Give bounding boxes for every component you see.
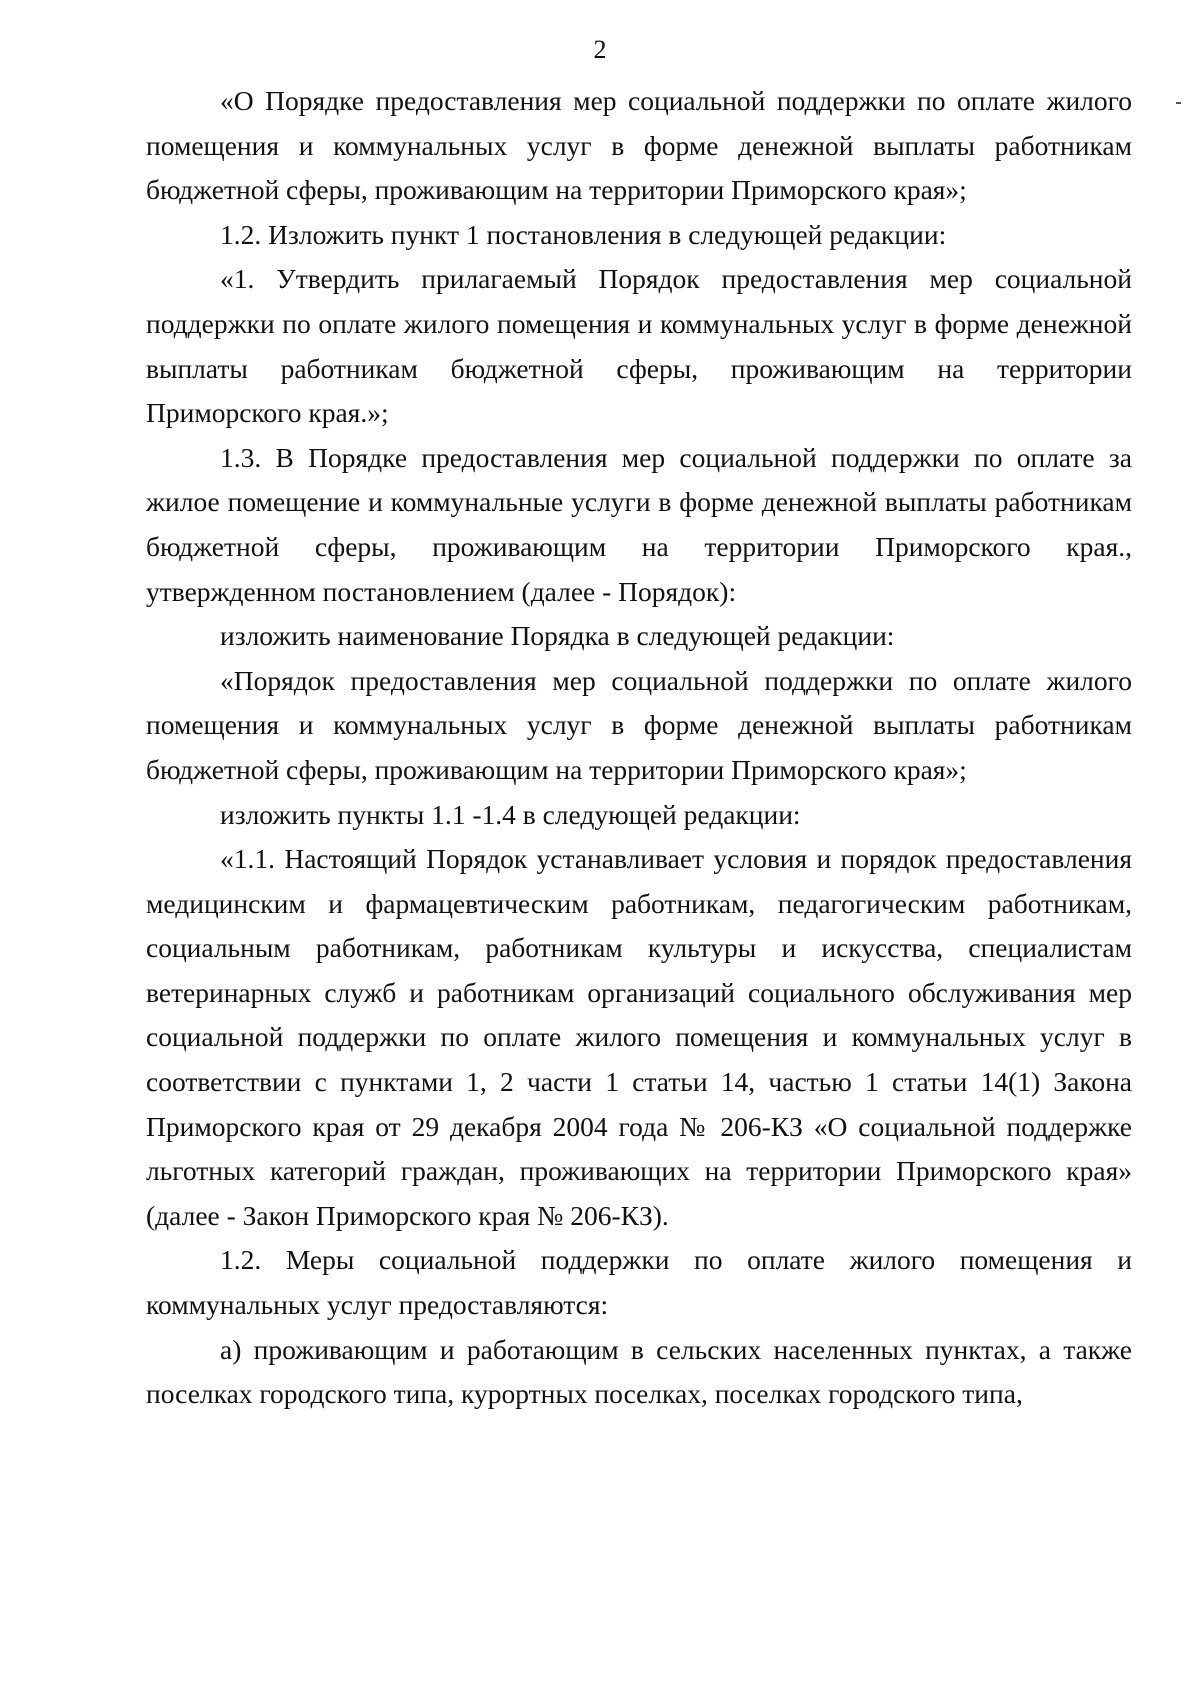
paragraph-item-1-1: «1.1. Настоящий Порядок устанавливает условия и порядок предоставления медицинским и фармацевтическим работникам, педагогическим работникам, социальным работникам, работникам культуры и искусства, специалистам ветеринарных служб и работникам организаций социального обслуживания мер социальной поддержки по оплате жилого помещения и коммунальных услуг в соответствии с пунктами 1, 2 части 1 статьи 14, частью 1 статьи 14(1) Закона Приморского края от 29 декабря 2004 года № 206-КЗ «О социальной поддержке льготных категорий граждан, проживающих на территории Приморского края» (далее - Закон Приморского края № 206-КЗ). (146, 843, 1132, 1231)
paragraph-restate-items: изложить пункты 1.1 -1.4 в следующей редакции: (220, 798, 801, 830)
paragraph-rename-order: изложить наименование Порядка в следующей редакции: (220, 620, 895, 652)
paragraph-subitem-a: а) проживающим и работающим в сельских населенных пунктах, а также поселках городского типа, курортных поселках, поселках городского типа, (146, 1333, 1132, 1410)
paragraph-order-name-quote: «Порядок предоставления мер социальной поддержки по оплате жилого помещения и коммунальных услуг в форме денежной выплаты работникам бюджетной сферы, проживающим на территории Приморского края»; (146, 664, 1132, 785)
document-body (146, 79, 1132, 1417)
margin-mark (1176, 102, 1181, 104)
paragraph-item-1-2: 1.2. Меры социальной поддержки по оплате жилого помещения и коммунальных услуг предоставляются: (146, 1244, 1132, 1321)
paragraph-1-2: 1.2. Изложить пункт 1 постановления в следующей редакции: (220, 218, 947, 250)
paragraph-1-3: 1.3. В Порядке предоставления мер социальной поддержки по оплате за жилое помещение и коммунальные услуги в форме денежной выплаты работникам бюджетной сферы, проживающим на территории Приморского края., утвержденном постановлением (далее - Порядок): (146, 441, 1132, 607)
paragraph-clause-1-quote: «1. Утвердить прилагаемый Порядок предоставления мер социальной поддержки по оплате жилого помещения и коммунальных услуг в форме денежной выплаты работникам бюджетной сферы, проживающим на территории Приморского края.»; (146, 263, 1132, 429)
paragraph-order-title-quote: «О Порядке предоставления мер социальной поддержки по оплате жилого помещения и коммунальных услуг в форме денежной выплаты работникам бюджетной сферы, проживающим на территории Приморского края»; (146, 85, 1132, 206)
page-number: 2 (593, 35, 607, 64)
